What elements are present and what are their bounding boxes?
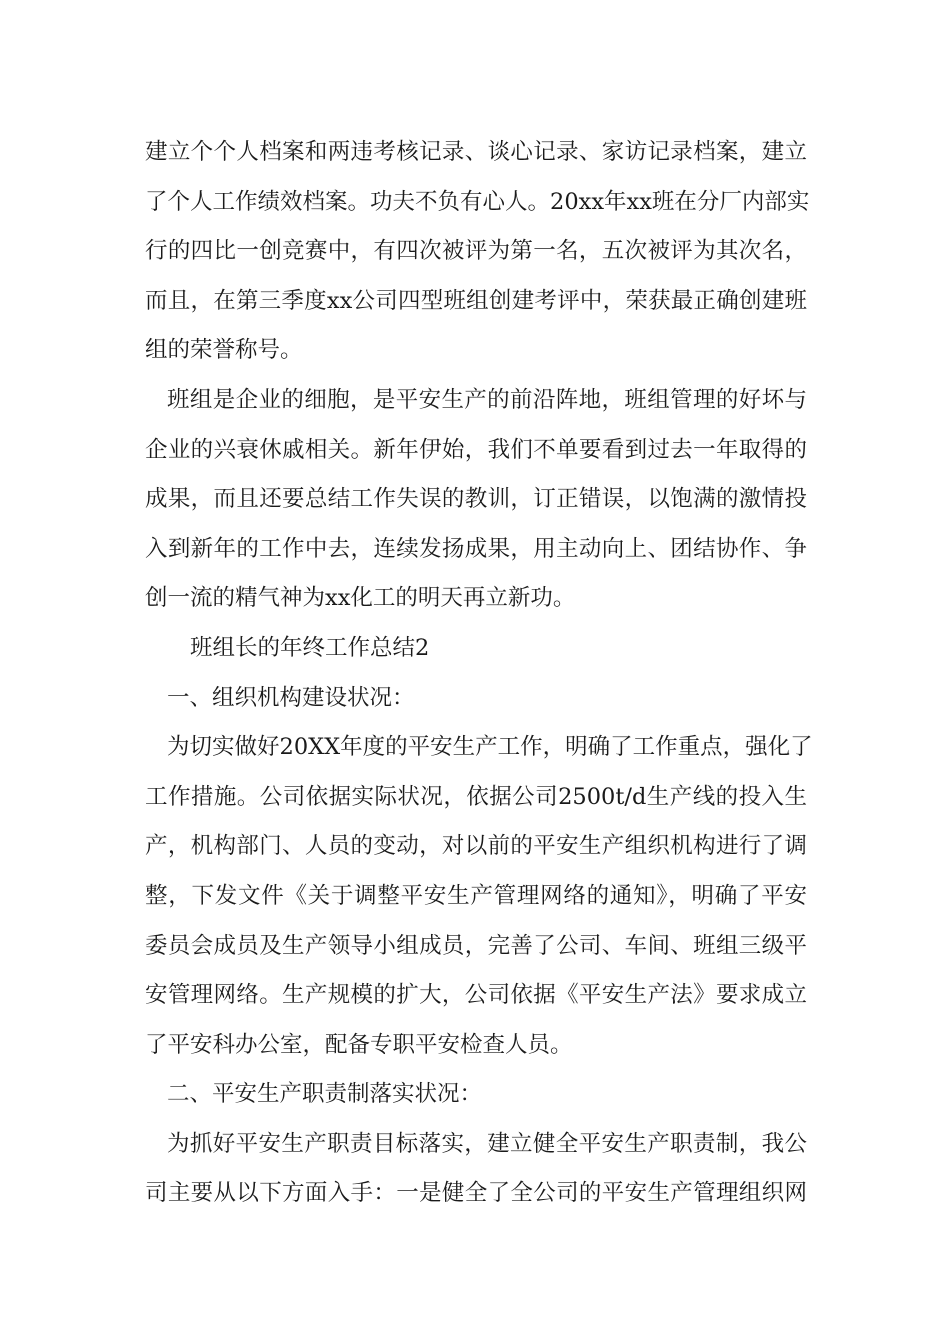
section-title: 班组长的年终工作总结2 bbox=[190, 634, 430, 661]
paragraph-line: 了个人工作绩效档案。功夫不负有心人。20xx年xx班在分厂内部实 bbox=[145, 188, 810, 215]
paragraph-line: 了平安科办公室，配备专职平安检查人员。 bbox=[145, 1031, 573, 1058]
section-heading: 一、组织机构建设状况： bbox=[167, 684, 415, 711]
paragraph-line: 而且，在第三季度xx公司四型班组创建考评中，荣获最正确创建班 bbox=[145, 287, 807, 314]
section-heading: 二、平安生产职责制落实状况： bbox=[167, 1081, 483, 1108]
paragraph-line: 产，机构部门、人员的变动，对以前的平安生产组织机构进行了调 bbox=[145, 833, 807, 860]
paragraph-line: 建立个个人档案和两违考核记录、谈心记录、家访记录档案，建立 bbox=[145, 139, 807, 165]
paragraph-line: 委员会成员及生产领导小组成员，完善了公司、车间、班组三级平 bbox=[145, 932, 807, 959]
paragraph-line: 安管理网络。生产规模的扩大，公司依据《平安生产法》要求成立 bbox=[145, 982, 807, 1009]
paragraph-line: 工作措施。公司依据实际状况，依据公司2500t/d生产线的投入生 bbox=[145, 783, 807, 810]
paragraph-line: 企业的兴衰休戚相关。新年伊始，我们不单要看到过去一年取得的 bbox=[145, 436, 807, 463]
paragraph-line: 为切实做好20XX年度的平安生产工作，明确了工作重点，强化了 bbox=[167, 734, 813, 761]
paragraph-line: 组的荣誉称号。 bbox=[145, 337, 303, 364]
document-body bbox=[145, 128, 813, 1219]
paragraph-line: 行的四比一创竞赛中，有四次被评为第一名，五次被评为其次名， bbox=[145, 238, 807, 265]
paragraph-line: 入到新年的工作中去，连续发扬成果，用主动向上、团结协作、争 bbox=[145, 535, 807, 562]
paragraph-line: 司主要从以下方面入手：一是健全了全公司的平安生产管理组织网 bbox=[145, 1180, 807, 1207]
paragraph-line: 创一流的精气神为xx化工的明天再立新功。 bbox=[145, 585, 576, 612]
paragraph-line: 为抓好平安生产职责目标落实，建立健全平安生产职责制，我公 bbox=[167, 1130, 807, 1157]
paragraph-line: 成果，而且还要总结工作失误的教训，订正错误，以饱满的激情投 bbox=[145, 486, 807, 513]
paragraph-line: 班组是企业的细胞，是平安生产的前沿阵地，班组管理的好坏与 bbox=[167, 386, 807, 413]
paragraph-line: 整，下发文件《关于调整平安生产管理网络的通知》，明确了平安 bbox=[145, 882, 807, 909]
